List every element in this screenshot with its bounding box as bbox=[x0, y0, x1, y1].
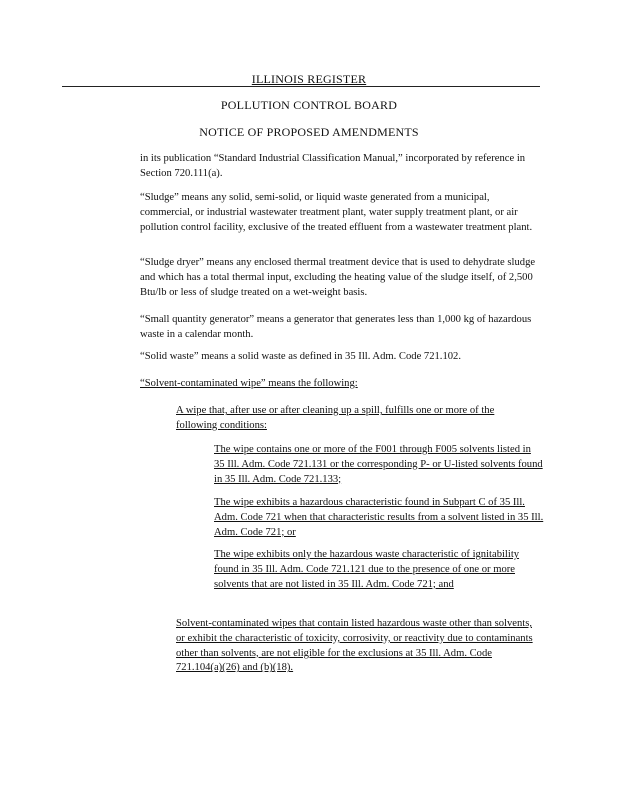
paragraph-text: The wipe exhibits only the hazardous waste characteristic of ignitability found in 35 Ill. Adm. Code 721.121 due to the presence of one or more solvents that are not listed in 35 Ill. Adm. Code 721; and bbox=[214, 549, 520, 590]
paragraph-sic-continuation bbox=[140, 152, 540, 182]
paragraph-text: “Solvent-contaminated wipe” means the following: bbox=[140, 378, 358, 389]
wipe-condition-hazardous-characteristic bbox=[214, 496, 544, 540]
paragraph-text: A wipe that, after use or after cleaning up a spill, fulfills one or more of the following conditions: bbox=[176, 405, 495, 431]
definition-solvent-contaminated-wipe bbox=[140, 377, 542, 392]
notice-title: NOTICE OF PROPOSED AMENDMENTS bbox=[199, 125, 419, 139]
definition-solid-waste bbox=[140, 350, 542, 365]
paragraph-text: “Solid waste” means a solid waste as defined in 35 Ill. Adm. Code 721.102. bbox=[140, 351, 461, 362]
definition-small-quantity-generator bbox=[140, 313, 542, 343]
register-title: ILLINOIS REGISTER bbox=[251, 72, 367, 86]
paragraph-text: Solvent-contaminated wipes that contain listed hazardous waste other than solvents, or exhibit the characteristic of toxicity, corrosivity, or reactivity due to contaminants other than solvents, are not eligible for the exclusions at 35 Ill. Adm. Code 721.104(a)(26) and (b)(18). bbox=[176, 618, 533, 674]
paragraph-text: The wipe exhibits a hazardous characteristic found in Subpart C of 35 Ill. Adm. Code 721 when that characteristic results from a solvent listed in 35 Ill. Adm. Code 721; or bbox=[214, 497, 544, 538]
wipe-condition-listed-solvents bbox=[214, 443, 544, 487]
wipe-exclusion-ineligibility bbox=[176, 617, 540, 676]
paragraph-text: “Small quantity generator” means a generator that generates less than 1,000 kg of hazardous waste in a calendar month. bbox=[140, 314, 532, 340]
wipe-condition-ignitability bbox=[214, 548, 544, 592]
definition-sludge bbox=[140, 191, 542, 235]
definition-sludge-dryer bbox=[140, 256, 544, 300]
paragraph-text: “Sludge” means any solid, semi-solid, or liquid waste generated from a municipal, commercial, or industrial wastewater treatment plant, water supply treatment plant, or air pollution control facility, exclusive of the treated effluent from a wastewater treatment plant. bbox=[140, 192, 533, 233]
paragraph-text: “Sludge dryer” means any enclosed thermal treatment device that is used to dehydrate sludge and which has a total thermal input, excluding the heating value of the sludge itself, of 2,500 Btu/lb or less of sludge treated on a wet-weight basis. bbox=[140, 257, 536, 298]
wipe-conditions-intro bbox=[176, 404, 528, 434]
paragraph-text: The wipe contains one or more of the F001 through F005 solvents listed in 35 Ill. Adm. Code 721.131 or the corresponding P- or U-listed solvents found in 35 Ill. Adm. Code 721.133; bbox=[214, 444, 543, 485]
board-title: POLLUTION CONTROL BOARD bbox=[220, 98, 398, 112]
paragraph-text: in its publication “Standard Industrial Classification Manual,” incorporated by reference in Section 720.111(a). bbox=[140, 153, 526, 179]
